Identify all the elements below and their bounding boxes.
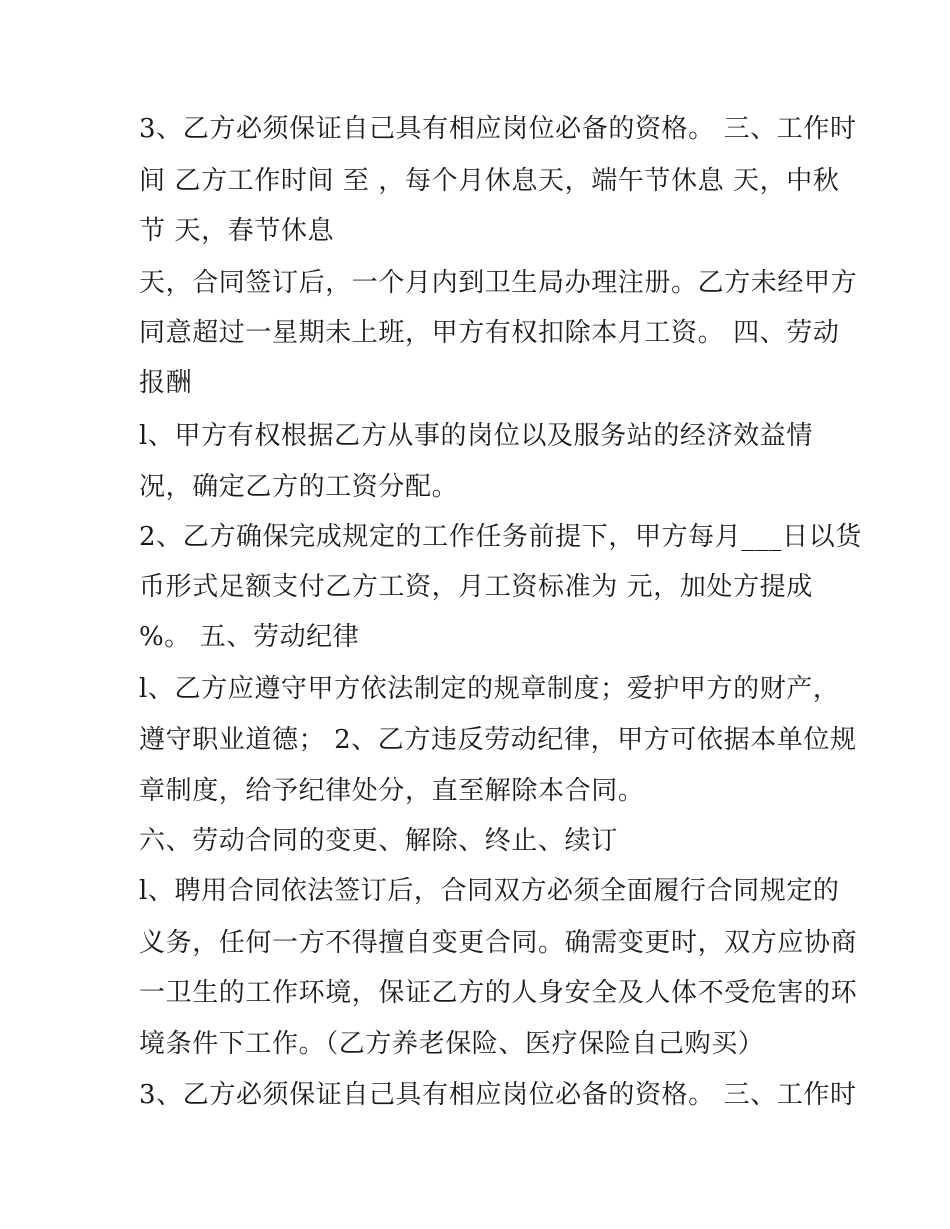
text-line: 天，合同签订后，一个月内到卫生局办理注册。乙方未经甲方: [139, 268, 858, 298]
text-line: 2、乙方确保完成规定的工作任务前提下，甲方每月___日以货: [139, 522, 862, 552]
text-line: 境条件下工作。（乙方养老保险、医疗保险自己购买）: [139, 1029, 765, 1059]
text-line: 况，确定乙方的工资分配。: [139, 472, 459, 502]
text-line: 六、劳动合同的变更、解除、终止、续订: [139, 826, 618, 856]
text-line: 同意超过一星期未上班，甲方有权扣除本月工资。 四、劳动: [139, 318, 840, 348]
text-line: 报酬: [139, 368, 193, 398]
text-line: 一卫生的工作环境，保证乙方的人身安全及人体不受危害的环: [139, 978, 858, 1008]
text-line: 义务，任何一方不得擅自变更合同。确需变更时，双方应协商: [139, 928, 858, 958]
text-line: 节 天，春节休息: [139, 216, 335, 246]
text-line: 间 乙方工作时间 至 ，每个月休息天，端午节休息 天，中秋: [139, 166, 840, 196]
text-line: %。 五、劳动纪律: [139, 622, 360, 652]
text-line: 3、乙方必须保证自己具有相应岗位必备的资格。 三、工作时: [139, 1080, 857, 1110]
text-line: 章制度，给予纪律处分，直至解除本合同。: [139, 776, 645, 806]
text-line: l、甲方有权根据乙方从事的岗位以及服务站的经济效益情: [139, 421, 813, 451]
text-line: 3、乙方必须保证自己具有相应岗位必备的资格。 三、工作时: [139, 114, 857, 144]
text-line: l、聘用合同依法签订后，合同双方必须全面履行合同规定的: [139, 876, 840, 906]
text-line: 遵守职业道德； 2、乙方违反劳动纪律，甲方可依据本单位规: [139, 725, 857, 755]
text-line: 币形式足额支付乙方工资，月工资标准为 元，加处方提成: [139, 572, 813, 602]
text-line: l、乙方应遵守甲方依法制定的规章制度；爱护甲方的财产，: [139, 674, 840, 704]
